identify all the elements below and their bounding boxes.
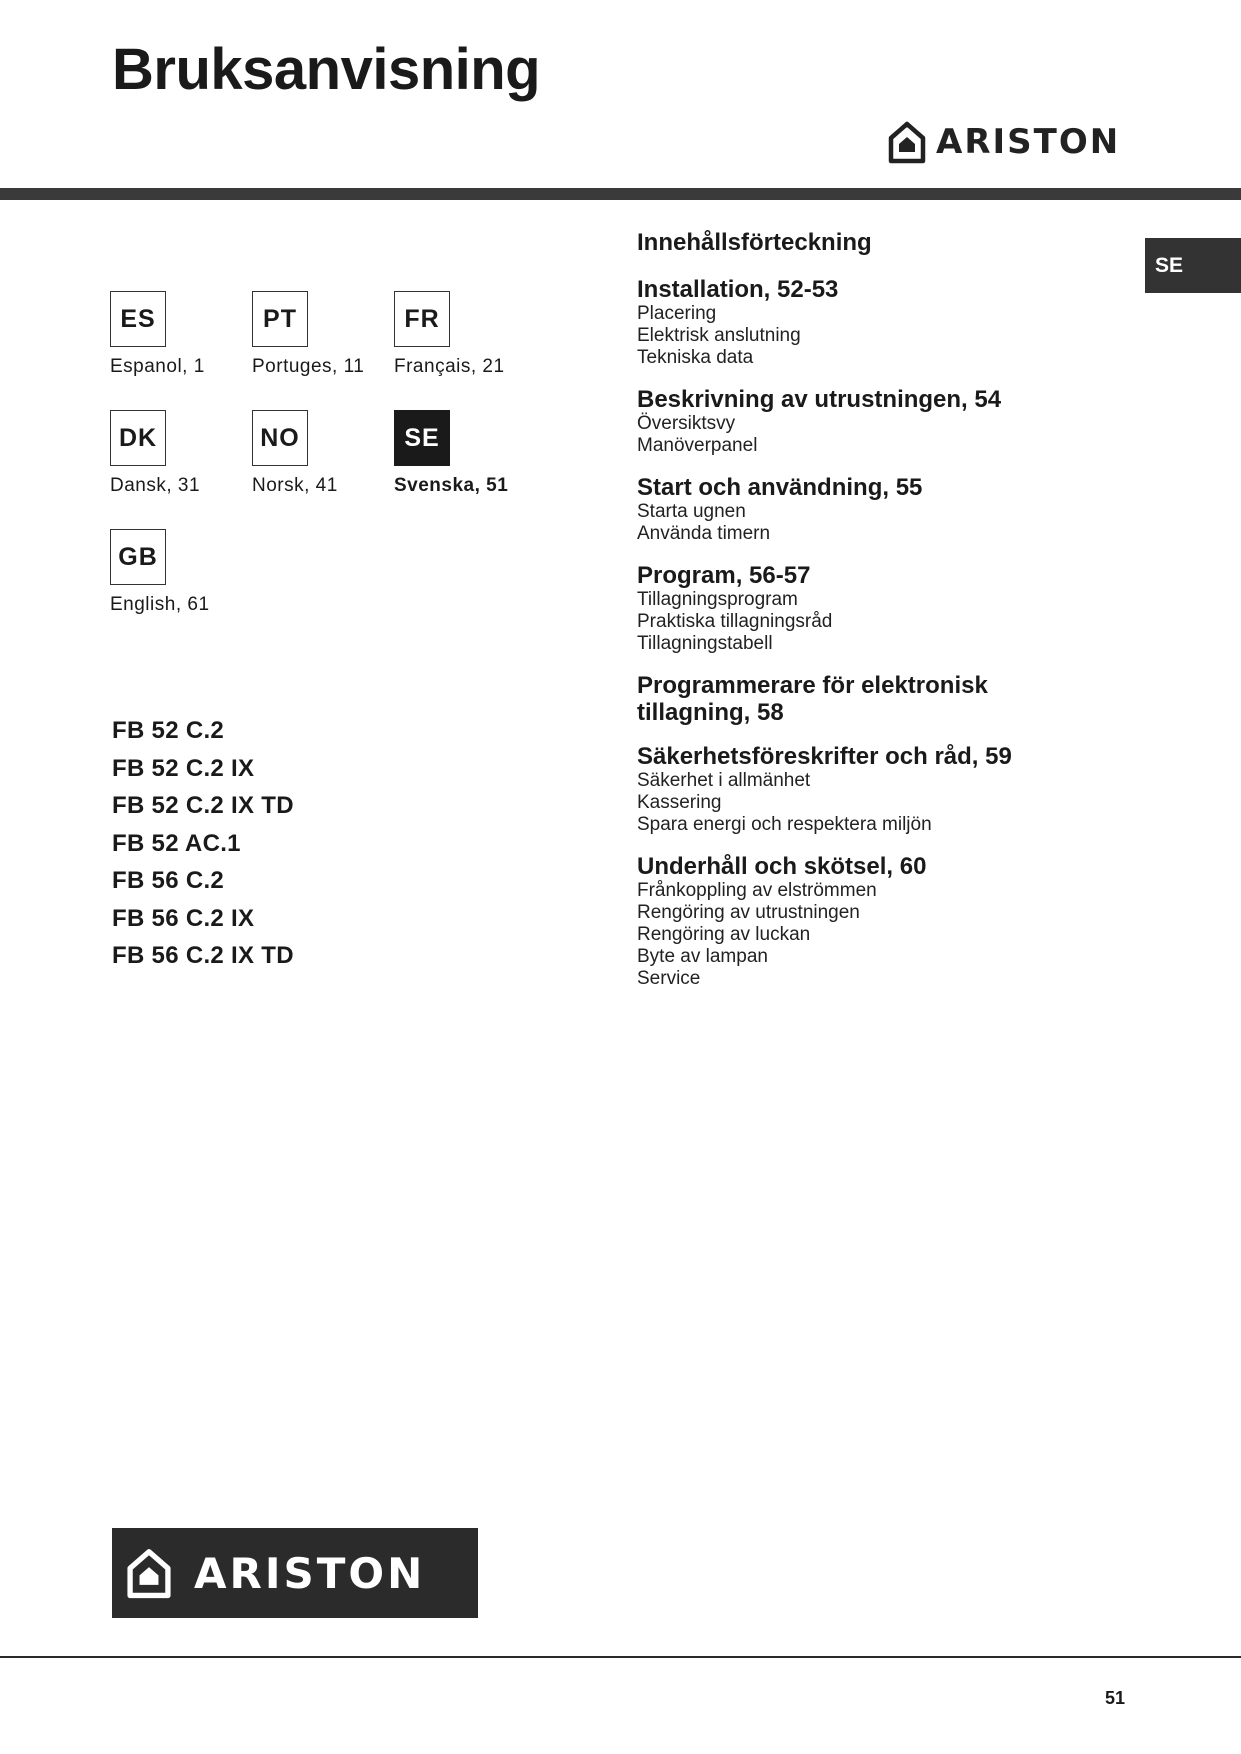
- language-item-no[interactable]: [252, 410, 392, 497]
- language-label: English, 61: [110, 594, 210, 615]
- toc-section-programmer: [637, 672, 1117, 726]
- toc-subitem[interactable]: Placering: [637, 303, 717, 324]
- house-logo-icon: [888, 120, 926, 164]
- toc-section-program: [637, 562, 1117, 655]
- toc-section-safety: [637, 743, 1117, 836]
- language-item-es[interactable]: [110, 291, 250, 378]
- table-of-contents: [637, 229, 1117, 1007]
- language-code-box: DK: [110, 410, 166, 466]
- toc-subitem[interactable]: Översiktsvy: [637, 413, 736, 434]
- toc-section-title[interactable]: Program, 56-57: [637, 562, 811, 589]
- language-code-box: PT: [252, 291, 308, 347]
- toc-section-maintenance: [637, 853, 1117, 990]
- language-tab: SE: [1145, 238, 1241, 293]
- brand-logo-bottom: [112, 1528, 478, 1618]
- language-label: Espanol, 1: [110, 356, 205, 377]
- language-item-gb[interactable]: [110, 529, 250, 616]
- language-item-se[interactable]: [394, 410, 534, 497]
- model-item: FB 56 C.2: [112, 867, 225, 894]
- toc-subitem[interactable]: Säkerhet i allmänhet: [637, 770, 811, 791]
- language-item-pt[interactable]: [252, 291, 392, 378]
- toc-heading: Innehållsförteckning: [637, 229, 872, 256]
- language-code-box: ES: [110, 291, 166, 347]
- language-code-box: GB: [110, 529, 166, 585]
- toc-subitem[interactable]: Starta ugnen: [637, 501, 746, 522]
- language-label: Français, 21: [394, 356, 505, 377]
- brand-name: ARISTON: [194, 1548, 426, 1598]
- toc-subitem[interactable]: Praktiska tillagningsråd: [637, 611, 833, 632]
- language-item-fr[interactable]: [394, 291, 534, 378]
- toc-subitem[interactable]: Rengöring av utrustningen: [637, 902, 860, 923]
- footer-divider: [0, 1656, 1241, 1658]
- model-item: FB 56 C.2 IX TD: [112, 942, 294, 969]
- toc-subitem[interactable]: Använda timern: [637, 523, 771, 544]
- toc-subitem[interactable]: Elektrisk anslutning: [637, 325, 801, 346]
- toc-section-title[interactable]: Beskrivning av utrustningen, 54: [637, 386, 1002, 413]
- brand-logo-top: [888, 118, 1120, 166]
- page-number: 51: [1105, 1688, 1126, 1708]
- toc-section-title[interactable]: Säkerhetsföreskrifter och råd, 59: [637, 743, 1012, 770]
- toc-section-title[interactable]: Start och användning, 55: [637, 474, 923, 501]
- language-code-box-active: SE: [394, 410, 450, 466]
- toc-section-start: [637, 474, 1117, 545]
- page-title: Bruksanvisning: [112, 37, 541, 102]
- house-logo-icon: [126, 1547, 172, 1599]
- toc-subitem[interactable]: Spara energi och respektera miljön: [637, 814, 932, 835]
- model-item: FB 52 AC.1: [112, 829, 241, 857]
- model-item: FB 52 C.2 IX: [112, 754, 255, 782]
- toc-section-title[interactable]: Installation, 52-53: [637, 276, 839, 303]
- language-label: Portuges, 11: [252, 356, 365, 377]
- toc-section-description: [637, 386, 1117, 457]
- language-item-dk[interactable]: [110, 410, 250, 497]
- language-label: Norsk, 41: [252, 475, 338, 496]
- model-item: FB 56 C.2 IX: [112, 904, 255, 932]
- language-code-box: FR: [394, 291, 450, 347]
- toc-subitem[interactable]: Kassering: [637, 792, 722, 813]
- toc-section-title[interactable]: Programmerare för elektronisk tillagning, 58: [637, 672, 988, 726]
- model-item: FB 52 C.2: [112, 717, 225, 744]
- toc-section-installation: [637, 276, 1117, 369]
- toc-subitem[interactable]: Manöverpanel: [637, 435, 758, 456]
- toc-subitem[interactable]: Tillagningsprogram: [637, 589, 798, 610]
- toc-subitem[interactable]: Tekniska data: [637, 347, 754, 368]
- language-label-active: Svenska, 51: [394, 475, 509, 496]
- header-divider: [0, 188, 1241, 200]
- toc-subitem[interactable]: Service: [637, 968, 701, 989]
- toc-subitem[interactable]: Rengöring av luckan: [637, 924, 811, 945]
- brand-name: ARISTON: [936, 122, 1121, 162]
- language-label: Dansk, 31: [110, 475, 201, 496]
- model-list: [112, 712, 294, 975]
- toc-subitem[interactable]: Byte av lampan: [637, 946, 768, 967]
- toc-section-title[interactable]: Underhåll och skötsel, 60: [637, 853, 927, 880]
- toc-subitem[interactable]: Frånkoppling av elströmmen: [637, 880, 877, 901]
- language-code-box: NO: [252, 410, 308, 466]
- model-item: FB 52 C.2 IX TD: [112, 792, 294, 819]
- toc-subitem[interactable]: Tillagningstabell: [637, 633, 773, 654]
